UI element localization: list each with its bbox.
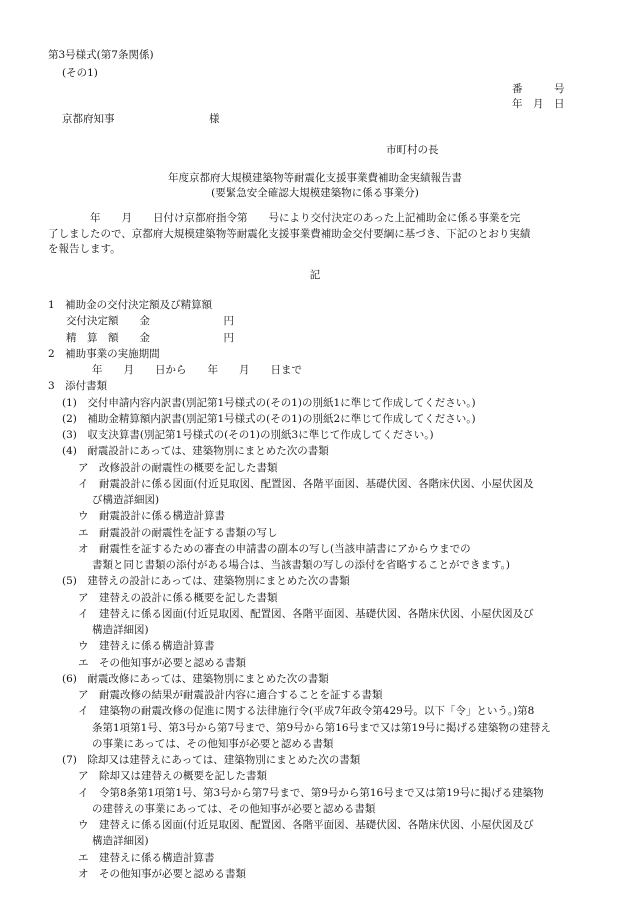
list-item: イ 令第8条第1項第1号、第3号から第7号まで、第9号から第16号まで又は第19号に掲げる建築物 [78,786,544,799]
list-item: ア 耐震改修の結果が耐震設計内容に適合することを証する書類 [78,689,383,701]
list-item: イ 耐震設計に係る図面(付近見取図、配置図、各階平面図、基礎伏図、各階床伏図、小屋伏図及 [78,477,534,490]
list-item: 書類と同じ書類の添付がある場合は、当該書類の写しの添付を省略することができます。) [92,559,511,571]
list-item: (7) 除却又は建替えにあっては、建築物別にまとめた次の書類 [62,754,361,766]
list-item: 精 算 額 金 円 [66,331,234,344]
list-item: の建替えの事業にあっては、その他知事が必要と認める書類 [92,802,376,815]
list-item: 構造詳細図) [92,624,149,636]
list-item: の事業にあっては、その他知事が必要と認める書類 [92,737,334,750]
list-item: 交付決定額 金 円 [66,315,234,328]
document-date: 年 月 日 [512,98,565,110]
list-item: (2) 補助金精算額内訳書(別記第1号様式の(その1)の別紙2に準じて作成してください。) [62,412,476,425]
form-sub-number: (その1) [62,67,98,79]
list-item: ウ 建替えに係る構造計算書 [78,640,215,653]
list-item: 1 補助金の交付決定額及び精算額 [48,299,213,311]
document-title: 年度京都府大規模建築物等耐震化支援事業費補助金実績報告書 [168,172,462,184]
list-item: ア 改修設計の耐震性の概要を記した書類 [78,461,278,474]
list-item: エ 建替えに係る構造計算書 [78,851,215,864]
list-item: オ その他知事が必要と認める書類 [78,867,246,880]
document-number: 番 号 [512,83,565,95]
intro-line: を報告します。 [48,243,121,255]
list-item: ア 建替えの設計に係る概要を記した書類 [78,591,278,604]
list-item: 3 添付書類 [48,380,108,393]
list-item: オ 耐震性を証するための審査の申請書の副本の写し(当該申請書にアからウまでの [78,542,471,555]
list-item: ウ 建替えに係る図面(付近見取図、配置図、各階平面図、基礎伏図、各階床伏図、小屋伏図及び [78,819,534,831]
list-item: 構造詳細図) [92,835,149,848]
list-item: 2 補助事業の実施期間 [48,347,160,360]
list-item: (6) 耐震改修にあっては、建築物別にまとめた次の書類 [62,672,329,685]
list-item: エ その他知事が必要と認める書類 [78,656,246,669]
intro-line: 了しましたので、京都府大規模建築物等耐震化支援事業費補助金交付要綱に基づき、下記のとおり実績 [48,227,531,240]
form-number: 第3号様式(第7条関係) [48,49,154,61]
list-item: 条第1項第1号、第3号から第7号まで、第9号から第16号まで又は第19号に掲げる建築物の建替え [92,721,551,734]
list-item: ウ 耐震設計に係る構造計算書 [78,510,225,523]
list-item: (3) 収支決算書(別記第1号様式の(その1)の別紙3に準じて作成してください。) [62,429,434,441]
list-item: 年 月 日から 年 月 日まで [92,364,302,376]
document-subtitle: (要緊急安全確認大規模建築物に係る事業分) [211,187,419,199]
list-item: イ 建築物の耐震改修の促進に関する法律施行令(平成7年政令第429号。以下「令」という。)第8 [78,705,535,718]
intro-line: 年 月 日付け京都府指令第 号により交付決定のあった上記補助金に係る事業を完 [48,212,521,224]
list-item: (1) 交付申請内容内訳書(別記第1号様式の(その1)の別紙1に準じて作成してください。) [62,396,476,409]
list-item: (4) 耐震設計にあっては、建築物別にまとめた次の書類 [62,445,329,458]
list-item: イ 建替えに係る図面(付近見取図、配置図、各階平面図、基礎伏図、各階床伏図、小屋伏図及び [78,607,534,620]
addressee: 京都府知事 様 [62,113,220,125]
list-item: (5) 建替えの設計にあっては、建築物別にまとめた次の書類 [62,575,350,588]
ki-heading: 記 [309,269,321,281]
sender: 市町村の長 [386,144,439,156]
list-item: エ 耐震設計の耐震性を証する書類の写し [78,526,278,539]
list-item: び構造詳細図) [92,494,160,506]
list-item: ア 除却又は建替えの概要を記した書類 [78,770,267,783]
